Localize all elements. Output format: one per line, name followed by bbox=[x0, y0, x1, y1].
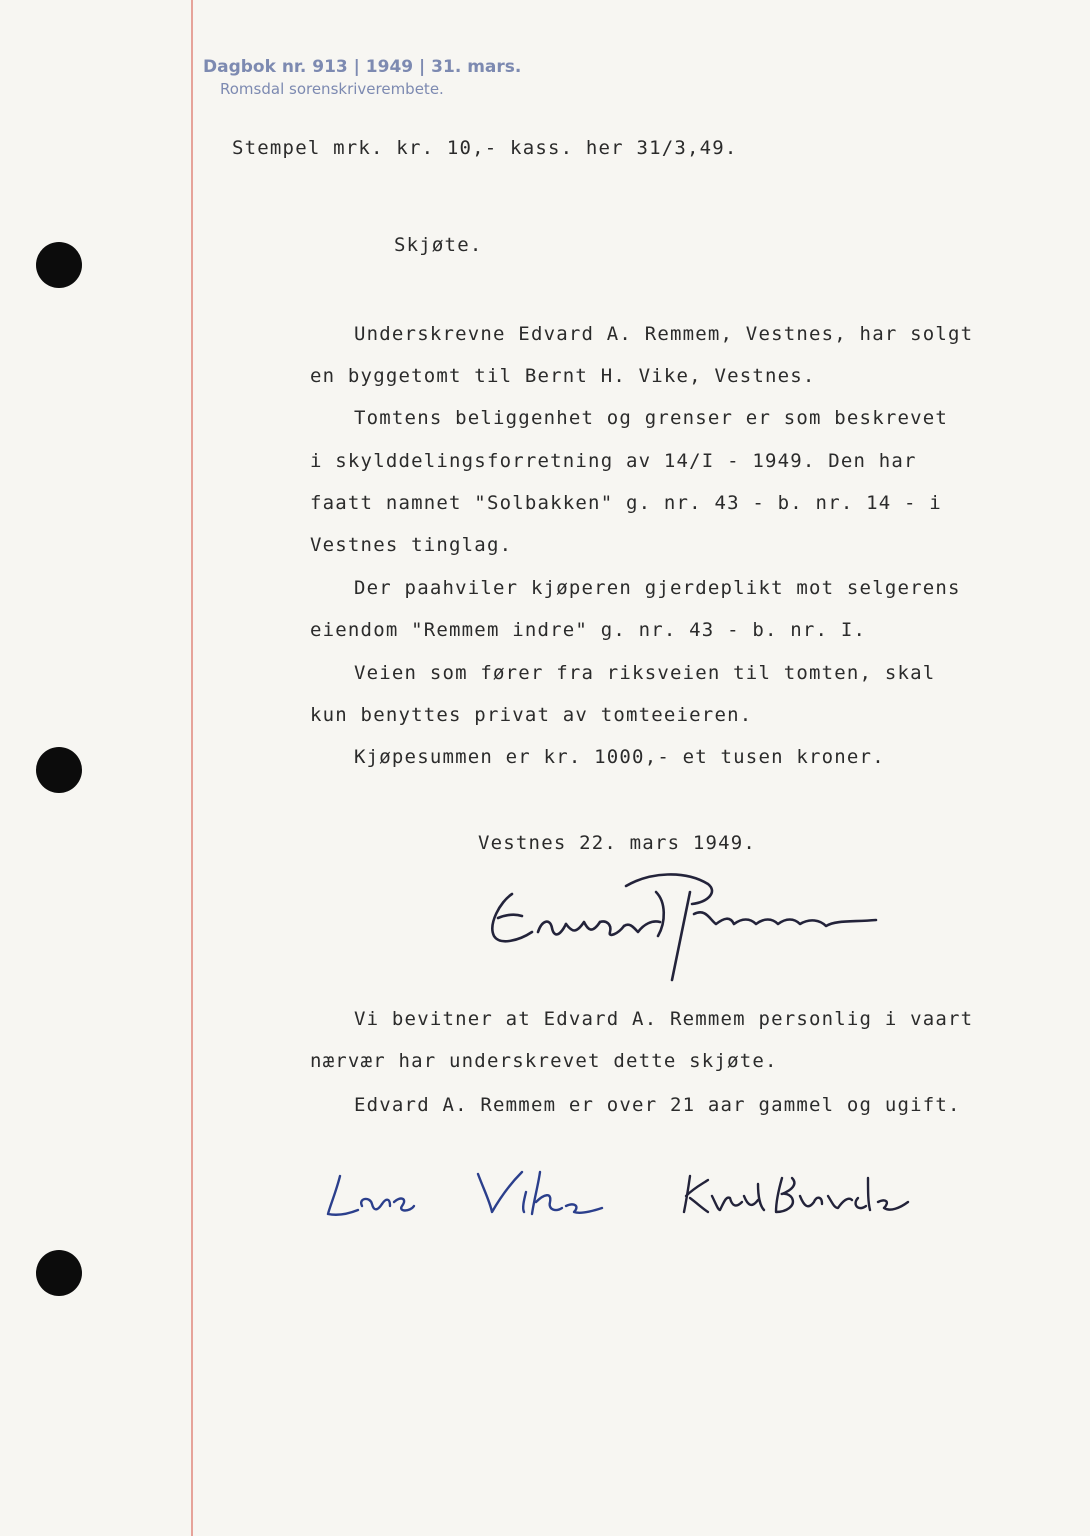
body-line: Underskrevne Edvard A. Remmem, Vestnes, har solgt bbox=[354, 323, 974, 345]
punch-hole-top bbox=[36, 242, 82, 288]
body-line: en byggetomt til Bernt H. Vike, Vestnes. bbox=[310, 365, 816, 387]
body-line: kun benyttes privat av tomteeieren. bbox=[310, 704, 753, 726]
body-line: faatt namnet "Solbakken" g. nr. 43 - b. nr. 14 - i bbox=[310, 492, 942, 514]
punch-hole-middle bbox=[36, 747, 82, 793]
margin-rule bbox=[191, 0, 193, 1536]
document-title: Skjøte. bbox=[394, 234, 483, 256]
witness-line: nærvær har underskrevet dette skjøte. bbox=[310, 1050, 778, 1072]
witness-line: Edvard A. Remmem er over 21 aar gammel og ugift. bbox=[354, 1094, 961, 1116]
registry-stamp-line2: Romsdal sorenskriverembete. bbox=[220, 80, 444, 98]
seller-signature bbox=[480, 862, 900, 992]
witness-signature-1 bbox=[318, 1162, 618, 1232]
body-line: Veien som fører fra riksveien til tomten, skal bbox=[354, 662, 936, 684]
stamp-fee-note: Stempel mrk. kr. 10,- kass. her 31/3,49. bbox=[232, 137, 738, 159]
place-and-date: Vestnes 22. mars 1949. bbox=[478, 832, 757, 854]
body-line: eiendom "Remmem indre" g. nr. 43 - b. nr. I. bbox=[310, 619, 867, 641]
body-line: Kjøpesummen er kr. 1000,- et tusen kroner. bbox=[354, 746, 885, 768]
witness-signature-2 bbox=[672, 1166, 932, 1226]
body-line: Tomtens beliggenhet og grenser er som beskrevet bbox=[354, 407, 949, 429]
registry-stamp-line1: Dagbok nr. 913 | 1949 | 31. mars. bbox=[203, 57, 522, 77]
body-line: i skylddelingsforretning av 14/I - 1949. Den har bbox=[310, 450, 917, 472]
body-line: Vestnes tinglag. bbox=[310, 534, 513, 556]
witness-line: Vi bevitner at Edvard A. Remmem personlig i vaart bbox=[354, 1008, 974, 1030]
punch-hole-bottom bbox=[36, 1250, 82, 1296]
body-line: Der paahviler kjøperen gjerdeplikt mot selgerens bbox=[354, 577, 961, 599]
